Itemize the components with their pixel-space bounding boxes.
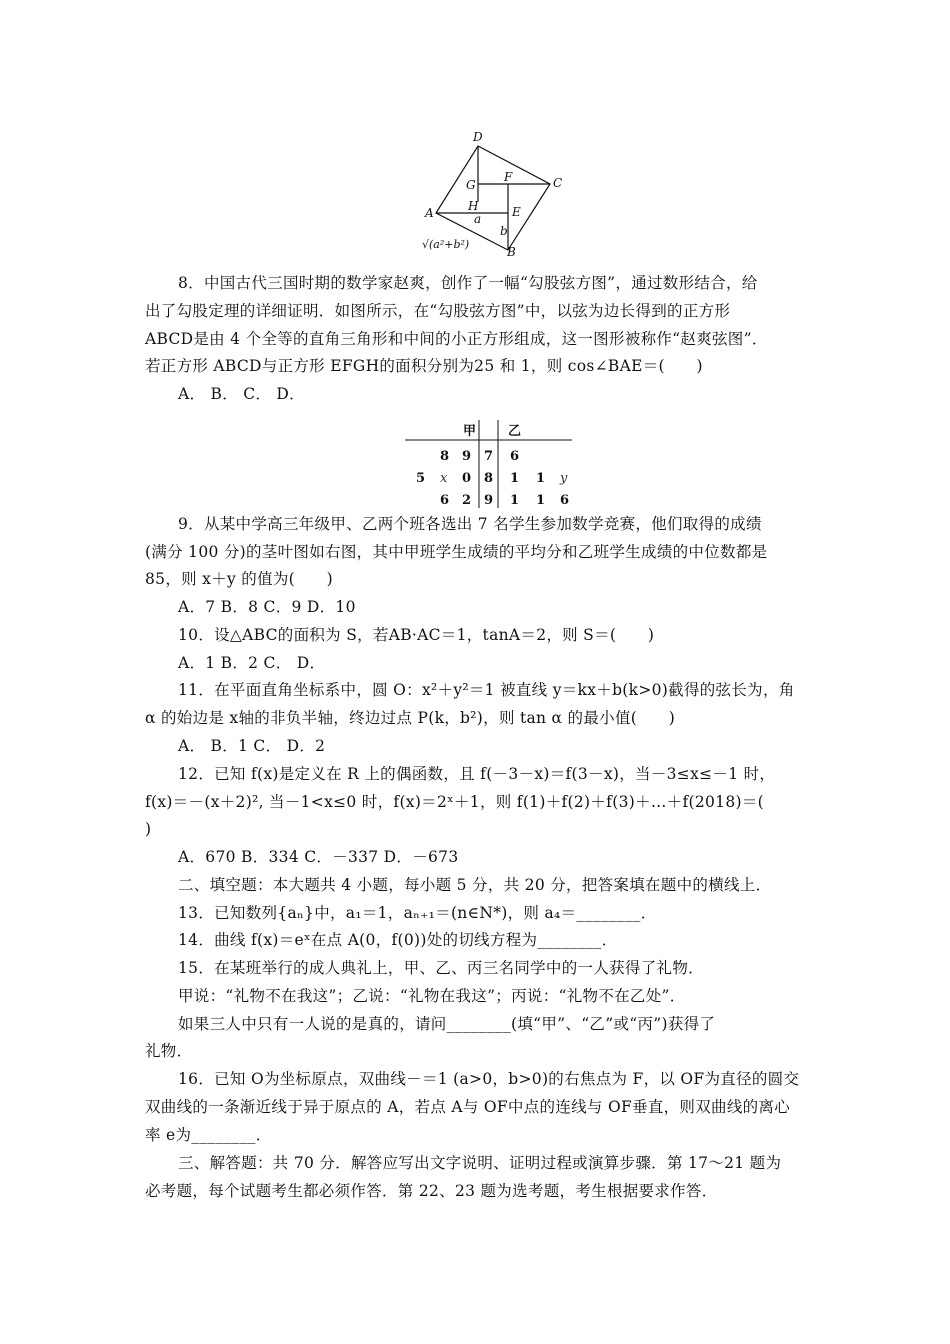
cell: 8 xyxy=(440,449,450,464)
q15-line-2: 甲说：“礼物不在我这”；乙说：“礼物在我这”；丙说：“礼物不在乙处”． xyxy=(178,987,686,1005)
header-jia: 甲 xyxy=(463,424,477,439)
q11-options: A． B．1 C． D．2 xyxy=(178,737,326,755)
q12-line-2: f(x)＝－(x＋2)², 当－1<x≤0 时，f(x)＝2ˣ＋1，则 f(1)＋f(2)＋f(3)＋…＋f(2018)＝( xyxy=(145,793,764,811)
stem-cell: 7 xyxy=(484,449,494,464)
q8-line-3: ABCD是由 4 个全等的直角三角形和中间的小正方形组成，这一图形被称作“赵爽弦图”． xyxy=(145,330,768,348)
cell: 1 xyxy=(510,471,520,486)
q12-line-3: ) xyxy=(145,820,152,838)
label-b-side: b xyxy=(500,224,508,238)
stem-leaf-table xyxy=(400,420,575,510)
section-fill-in-heading: 二、填空题：本大题共 4 小题，每小题 5 分，共 20 分，把答案填在题中的横线上． xyxy=(178,876,772,894)
label-f: F xyxy=(504,170,513,184)
cell-y: y xyxy=(560,471,568,486)
q12-line-1: 12．已知 f(x)是定义在 R 上的偶函数，且 f(－3－x)＝f(3－x)，当－3≤x≤－1 时， xyxy=(178,765,776,783)
label-d: D xyxy=(473,130,483,144)
label-g: G xyxy=(466,178,476,192)
label-e: E xyxy=(512,205,521,219)
label-a: A xyxy=(425,206,434,220)
q12-options: A．670 B．334 C．－337 D．－673 xyxy=(178,848,459,866)
cell: 0 xyxy=(462,471,472,486)
cell: 1 xyxy=(536,493,546,508)
square-abcd xyxy=(436,146,550,250)
label-hypotenuse: √(a²+b²) xyxy=(422,238,470,251)
cell: 6 xyxy=(510,449,520,464)
zhao-shuang-diagram xyxy=(420,128,580,256)
section-solve-heading-1: 三、解答题：共 70 分．解答应写出文字说明、证明过程或演算步骤．第 17～21 题为 xyxy=(178,1154,782,1172)
cell: 1 xyxy=(536,471,546,486)
stem-cell: 9 xyxy=(484,493,494,508)
q8-line-1: 8．中国古代三国时期的数学家赵爽，创作了一幅“勾股弦方图”，通过数形结合，给 xyxy=(178,274,758,292)
q15-line-1: 15．在某班举行的成人典礼上，甲、乙、丙三名同学中的一人获得了礼物． xyxy=(178,959,704,977)
header-yi: 乙 xyxy=(508,424,522,439)
q8-options: A． B． C． D． xyxy=(178,385,305,403)
q8-line-4: 若正方形 ABCD与正方形 EFGH的面积分别为25 和 1，则 cos∠BAE＝( ) xyxy=(145,357,703,375)
q16-line-3: 率 e为________． xyxy=(145,1126,272,1144)
label-b: B xyxy=(507,245,516,256)
q11-line-2: α 的始边是 x轴的非负半轴，终边过点 P(k，b²)，则 tan α 的最小值( ) xyxy=(145,709,676,727)
cell: 6 xyxy=(440,493,450,508)
q13-line-1: 13．已知数列{aₙ}中，a₁＝1，aₙ₊₁＝(n∈N*)，则 a₄＝________． xyxy=(178,904,657,922)
q16-line-1: 16．已知 O为坐标原点，双曲线－＝1 (a>0，b>0)的右焦点为 F，以 OF为直径的圆交 xyxy=(178,1070,800,1088)
cell: 6 xyxy=(560,493,570,508)
q9-options: A．7 B．8 C．9 D．10 xyxy=(178,598,356,616)
cell: 5 xyxy=(416,471,426,486)
q8-line-2: 出了勾股定理的详细证明．如图所示，在“勾股弦方图”中，以弦为边长得到的正方形 xyxy=(145,302,731,320)
section-solve-heading-2: 必考题，每个试题考生都必须作答．第 22、23 题为选考题，考生根据要求作答． xyxy=(145,1182,718,1200)
q9-line-3: 85，则 x＋y 的值为( ) xyxy=(145,570,333,588)
cell-x: x xyxy=(440,471,448,486)
label-a-side: a xyxy=(474,212,482,226)
stem-cell: 8 xyxy=(484,471,494,486)
q15-line-4: 礼物． xyxy=(145,1042,193,1060)
q14-line-1: 14．曲线 f(x)＝eˣ在点 A(0，f(0))处的切线方程为________． xyxy=(178,931,618,949)
cell: 9 xyxy=(462,449,472,464)
q15-line-3: 如果三人中只有一人说的是真的，请问________(填“甲”、“乙”或“丙”)获得了 xyxy=(178,1015,716,1033)
label-h: H xyxy=(468,199,479,213)
label-c: C xyxy=(553,176,563,190)
q16-line-2: 双曲线的一条渐近线于异于原点的 A，若点 A与 OF中点的连线与 OF垂直，则双曲线的离心 xyxy=(145,1098,791,1116)
q10-options: A．1 B．2 C． D． xyxy=(178,654,326,672)
cell: 2 xyxy=(462,493,472,508)
cell: 1 xyxy=(510,493,520,508)
q9-line-2: (满分 100 分)的茎叶图如右图，其中甲班学生成绩的平均分和乙班学生成绩的中位数都是 xyxy=(145,543,768,561)
q11-line-1: 11．在平面直角坐标系中，圆 O：x²＋y²＝1 被直线 y＝kx＋b(k>0)截得的弦长为，角 xyxy=(178,681,795,699)
q10-line-1: 10．设△ABC的面积为 S，若AB·AC＝1，tanA＝2，则 S＝( ) xyxy=(178,626,655,644)
q9-line-1: 9．从某中学高三年级甲、乙两个班各选出 7 名学生参加数学竞赛，他们取得的成绩 xyxy=(178,515,762,533)
